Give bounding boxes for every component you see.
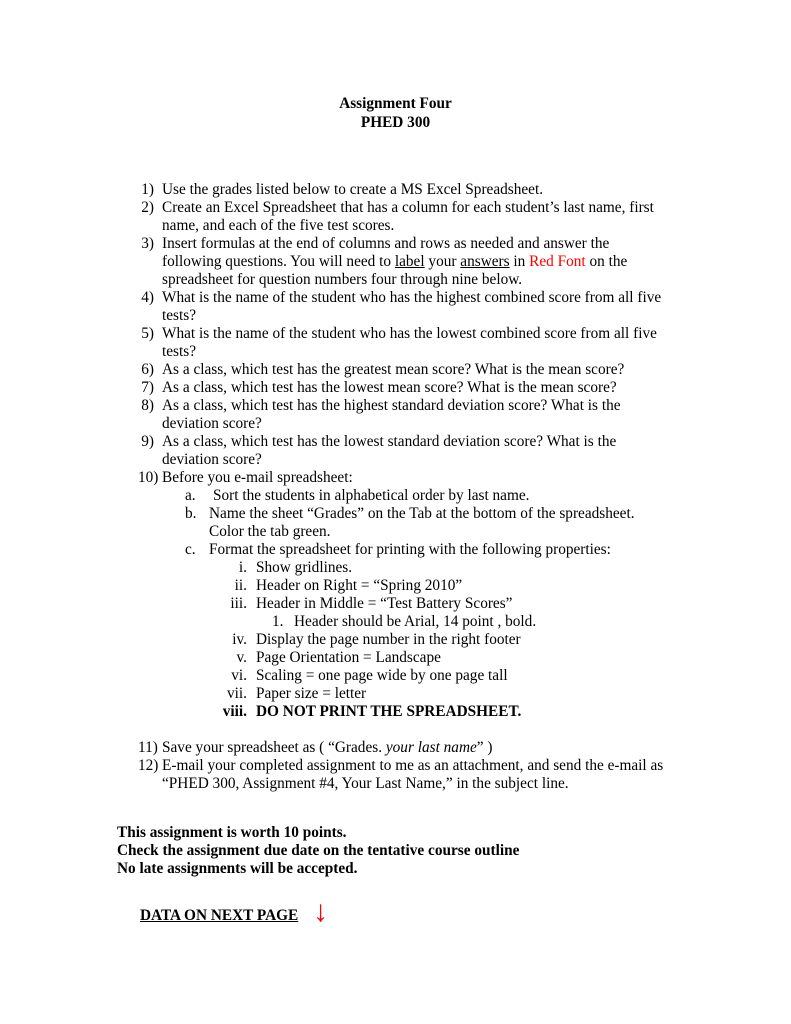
points-note: This assignment is worth 10 points. (117, 824, 347, 841)
item-text: Insert formulas at the end of columns and rows as needed and answer the (162, 235, 610, 252)
item-number: 4) (141, 289, 154, 306)
property-number: vi. (231, 667, 247, 684)
text-span: on the (585, 253, 628, 270)
property-number: vii. (227, 685, 247, 702)
sub-item-text: Name the sheet “Grades” on the Tab at the bottom of the spreadsheet. (209, 505, 635, 522)
label-underlined: label (394, 253, 425, 270)
text-span: your (424, 253, 461, 270)
property-text: Header in Middle = “Test Battery Scores” (256, 595, 513, 612)
course-code: PHED 300 (360, 114, 431, 131)
item-number: 7) (141, 379, 154, 396)
item-text: What is the name of the student who has the lowest combined score from all five (162, 325, 657, 342)
item-number: 8) (141, 397, 154, 414)
item-number: 1) (141, 181, 154, 198)
property-number: v. (236, 649, 247, 666)
sub-item-text: Color the tab green. (209, 523, 331, 540)
property-text: Scaling = one page wide by one page tall (256, 667, 508, 684)
item-text: E-mail your completed assignment to me as an attachment, and send the e-mail as (162, 757, 664, 774)
property-number: iv. (232, 631, 247, 648)
item-text: Before you e-mail spreadsheet: (162, 469, 353, 486)
data-on-next-page-label: DATA ON NEXT PAGE (140, 907, 299, 924)
property-text: Paper size = letter (256, 685, 367, 702)
item-text: As a class, which test has the greatest mean score? What is the mean score? (162, 361, 625, 378)
property-number: 1. (272, 613, 284, 630)
property-text: Display the page number in the right footer (256, 631, 521, 648)
text-span: in (509, 253, 530, 270)
property-number: iii. (230, 595, 247, 612)
sub-item-letter: b. (185, 505, 197, 522)
do-not-print-warning: DO NOT PRINT THE SPREADSHEET. (256, 703, 522, 720)
text-span: Save your spreadsheet as ( “Grades. (162, 739, 386, 756)
item-number: 10) (138, 469, 159, 486)
item-text: Create an Excel Spreadsheet that has a column for each student’s last name, first (162, 199, 654, 216)
item-text: What is the name of the student who has the highest combined score from all five (162, 289, 662, 306)
item-text: tests? (162, 343, 196, 360)
item-number: 11) (138, 739, 158, 756)
item-text: deviation score? (162, 451, 262, 468)
item-number: 5) (141, 325, 154, 342)
item-text: As a class, which test has the lowest standard deviation score? What is the (162, 433, 617, 450)
answers-underlined: answers (460, 253, 510, 270)
property-number: viii. (222, 703, 247, 720)
item-text: name, and each of the five test scores. (162, 217, 395, 234)
sub-item-text: Sort the students in alphabetical order by last name. (213, 487, 530, 504)
text-span: following questions. You will need to (162, 253, 395, 270)
property-text: Page Orientation = Landscape (256, 649, 441, 666)
item-text: Use the grades listed below to create a MS Excel Spreadsheet. (162, 181, 544, 198)
item-number: 6) (141, 361, 154, 378)
due-date-note: Check the assignment due date on the tentative course outline (117, 842, 520, 859)
property-text: Header should be Arial, 14 point , bold. (294, 613, 537, 630)
item-text (162, 253, 627, 271)
item-text: As a class, which test has the highest standard deviation score? What is the (162, 397, 621, 414)
property-text: Header on Right = “Spring 2010” (256, 577, 463, 594)
property-number: i. (238, 559, 247, 576)
item-text (162, 739, 493, 757)
property-text: Show gridlines. (256, 559, 353, 576)
item-text: deviation score? (162, 415, 262, 432)
item-text: “PHED 300, Assignment #4, Your Last Name,” in the subject line. (162, 775, 569, 792)
down-arrow-icon: ↓ (313, 895, 328, 928)
text-span: ” ) (476, 739, 493, 756)
item-text: spreadsheet for question numbers four through nine below. (162, 271, 523, 288)
item-number: 9) (141, 433, 154, 450)
sub-item-text: Format the spreadsheet for printing with the following properties: (209, 541, 611, 558)
late-policy-note: No late assignments will be accepted. (117, 860, 358, 877)
item-text: As a class, which test has the lowest mean score? What is the mean score? (162, 379, 617, 396)
assignment-title: Assignment Four (339, 95, 452, 112)
italic-text: your last name (385, 739, 477, 756)
item-number: 3) (141, 235, 154, 252)
red-font-text: Red Font (529, 253, 586, 270)
item-number: 2) (141, 199, 154, 216)
item-text: tests? (162, 307, 196, 324)
item-number: 12) (138, 757, 159, 774)
property-number: ii. (234, 577, 247, 594)
sub-item-letter: a. (185, 487, 196, 504)
sub-item-letter: c. (185, 541, 196, 558)
